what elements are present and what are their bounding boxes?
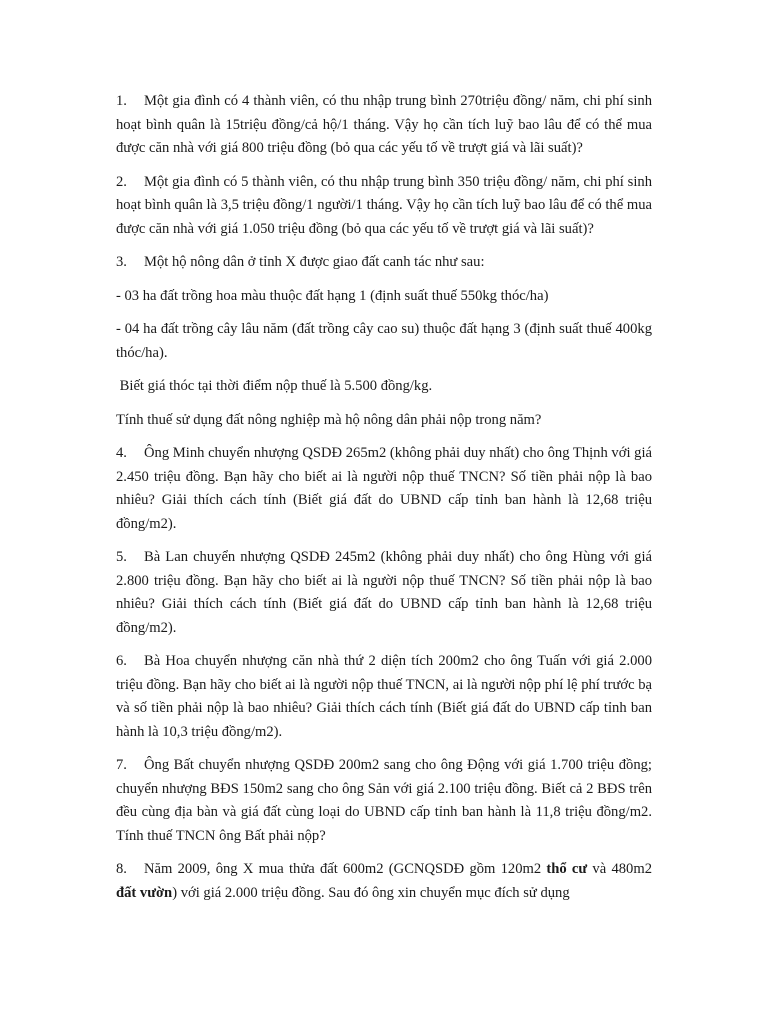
document-page	[116, 90, 652, 905]
question-4	[116, 442, 652, 536]
question-text: Ông Bất chuyển nhượng QSDĐ 200m2 sang cho ông Động với giá 1.700 triệu đồng; chuyển nhượng BĐS 150m2 sang cho ông Sản với giá 2.100 triệu đồng. Biết cả 2 BĐS trên đều cùng địa bàn và giá đất cùng loại do UBND cấp tỉnh ban hành là 11,8 triệu đồng/m2. Tính thuế TNCN ông Bất phải nộp?	[116, 757, 652, 844]
question-3-line-3: Biết giá thóc tại thời điểm nộp thuế là 5.500 đồng/kg.	[116, 378, 433, 394]
question-text: Một hộ nông dân ở tỉnh X được giao đất canh tác như sau:	[144, 254, 485, 270]
question-number: 1.	[116, 93, 127, 109]
question-7	[116, 754, 652, 848]
question-1	[116, 90, 652, 161]
question-text: Một gia đình có 4 thành viên, có thu nhập trung bình 270triệu đồng/ năm, chi phí sinh hoạt bình quân là 15triệu đồng/cả hộ/1 tháng. Vậy họ cần tích luỹ bao lâu để có thể mua được căn nhà với giá 800 triệu đồng (bỏ qua các yếu tố về trượt giá và lãi suất)?	[116, 93, 652, 156]
question-text-part: và 480m2	[587, 861, 652, 877]
question-number: 2.	[116, 173, 127, 190]
question-text-part: ) với giá 2.000 triệu đồng. Sau đó ông xin chuyển mục đích sử dụng	[172, 884, 570, 901]
question-number: 8.	[116, 861, 127, 877]
question-3-line-1: - 03 ha đất trồng hoa màu thuộc đất hạng 1 (định suất thuế 550kg thóc/ha)	[116, 287, 549, 304]
question-number: 4.	[116, 445, 127, 461]
question-number: 6.	[116, 653, 127, 669]
question-6	[116, 650, 652, 744]
question-3-line-4: Tính thuế sử dụng đất nông nghiệp mà hộ nông dân phải nộp trong năm?	[116, 411, 542, 428]
question-text: Một gia đình có 5 thành viên, có thu nhập trung bình 350 triệu đồng/ năm, chi phí sinh hoạt bình quân là 3,5 triệu đồng/1 người/1 tháng. Vậy họ cần tích luỹ bao lâu để có thể mua được căn nhà với giá 1.050 triệu đồng (bỏ qua các yếu tố về trượt giá và lãi suất)?	[116, 173, 652, 237]
question-5	[116, 546, 652, 640]
question-3-line-2: - 04 ha đất trồng cây lâu năm (đất trồng cây cao su) thuộc đất hạng 3 (định suất thuế 400kg thóc/ha).	[116, 321, 652, 361]
question-3	[116, 251, 652, 275]
question-number: 3.	[116, 254, 127, 270]
question-text-part: Năm 2009, ông X mua thửa đất 600m2 (GCNQSDĐ gồm 120m2	[144, 861, 547, 877]
question-bold-term: đất vườn	[116, 884, 173, 901]
question-text: Ông Minh chuyển nhượng QSDĐ 265m2 (không phải duy nhất) cho ông Thịnh với giá 2.450 triệu đồng. Bạn hãy cho biết ai là người nộp thuế TNCN? Số tiền phải nộp là bao nhiêu? Giải thích cách tính (Biết giá đất do UBND cấp tỉnh ban hành là 12,68 triệu đồng/m2).	[116, 445, 652, 532]
question-bold-term: thổ cư	[546, 861, 588, 877]
question-8	[116, 858, 652, 905]
question-text: Bà Hoa chuyển nhượng căn nhà thứ 2 diện tích 200m2 cho ông Tuấn với giá 2.000 triệu đồng. Bạn hãy cho biết ai là người nộp thuế TNCN, ai là người nộp phí lệ phí trước bạ và số tiền phải nộp là bao nhiêu? Giải thích cách tính (Biết giá đất do UBND cấp tỉnh ban hành là 10,3 triệu đồng/m2).	[116, 653, 652, 740]
question-text: Bà Lan chuyển nhượng QSDĐ 245m2 (không phải duy nhất) cho ông Hùng với giá 2.800 triệu đồng. Bạn hãy cho biết ai là người nộp thuế TNCN? Số tiền phải nộp là bao nhiêu? Giải thích cách tính (Biết giá đất do UBND cấp tỉnh ban hành là 12,68 triệu đồng/m2).	[116, 549, 652, 636]
question-number: 5.	[116, 549, 127, 565]
question-2	[116, 171, 652, 242]
question-number: 7.	[116, 757, 127, 773]
